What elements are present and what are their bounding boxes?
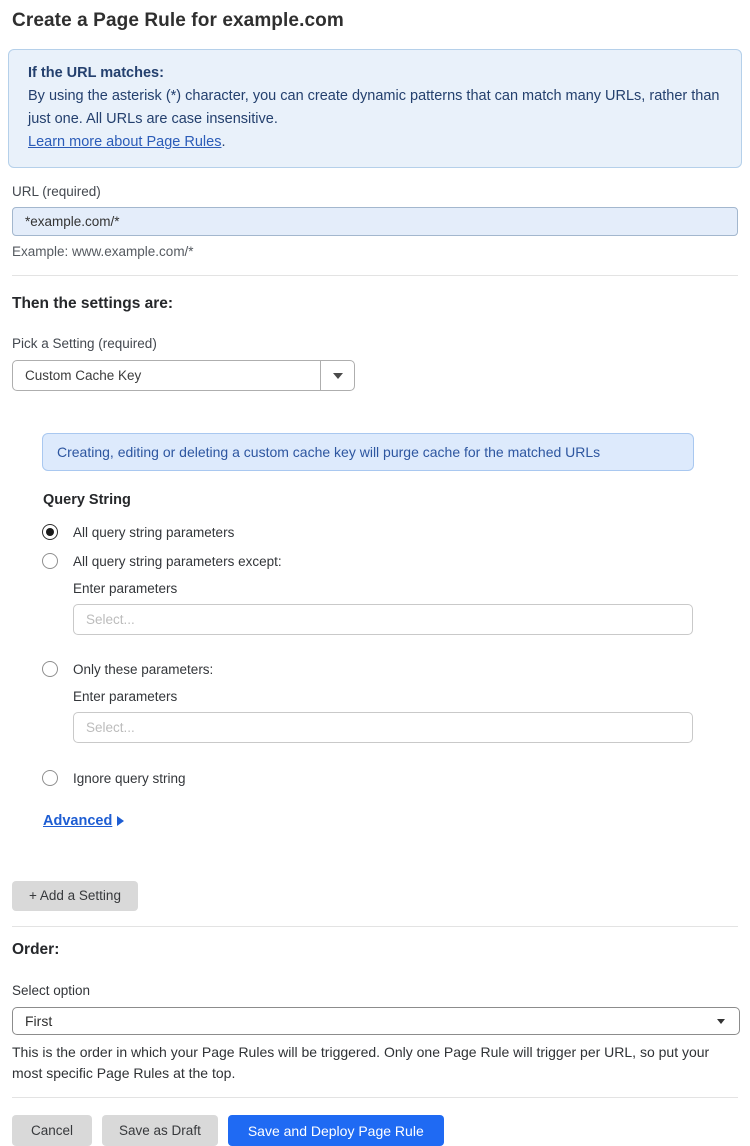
footer-actions: [12, 1115, 738, 1146]
link-suffix: .: [221, 134, 226, 150]
chevron-right-icon: [117, 816, 124, 826]
advanced-link-label: Advanced: [43, 813, 113, 829]
radio-option-ignore-qs[interactable]: [42, 770, 738, 786]
radio-label[interactable]: Only these parameters:: [73, 661, 214, 677]
chevron-down-icon: [333, 373, 343, 379]
url-match-info-box: [8, 49, 742, 168]
enter-parameters-label: Enter parameters: [73, 581, 178, 596]
radio-option-only-these[interactable]: [42, 661, 738, 677]
setting-dropdown[interactable]: [12, 360, 355, 391]
radio-label[interactable]: Ignore query string: [73, 770, 186, 786]
info-box-link-line: [28, 131, 722, 154]
query-string-heading: Query String: [43, 492, 131, 508]
only-params-block: [73, 689, 738, 743]
radio-option-all-params[interactable]: [42, 524, 738, 540]
order-select-value: First: [25, 1013, 53, 1029]
except-params-block: [73, 581, 738, 635]
add-setting-button[interactable]: + Add a Setting: [12, 881, 138, 911]
enter-parameters-label: Enter parameters: [73, 689, 178, 704]
except-params-input[interactable]: [73, 604, 693, 635]
chevron-down-icon: [717, 1019, 725, 1024]
order-select-label: Select option: [12, 983, 91, 998]
radio-option-all-except[interactable]: [42, 553, 738, 569]
order-select[interactable]: [12, 1007, 740, 1035]
setting-dropdown-value: Custom Cache Key: [25, 368, 142, 383]
only-params-input[interactable]: [73, 712, 693, 743]
section-divider: [12, 926, 738, 927]
order-help-text: This is the order in which your Page Rules will be triggered. Only one Page Rule will trigger per URL, so put your most specific Page Rules at the top.: [12, 1044, 710, 1081]
radio-button[interactable]: [42, 553, 58, 569]
url-field-label: URL (required): [12, 184, 101, 199]
info-box-heading: If the URL matches:: [28, 65, 164, 81]
cancel-button[interactable]: Cancel: [12, 1115, 92, 1146]
radio-button[interactable]: [42, 524, 58, 540]
url-example-text: Example: www.example.com/*: [12, 244, 194, 259]
save-and-deploy-button[interactable]: Save and Deploy Page Rule: [228, 1115, 444, 1146]
save-as-draft-button[interactable]: Save as Draft: [102, 1115, 218, 1146]
learn-more-link[interactable]: Learn more about Page Rules: [28, 134, 222, 150]
radio-button[interactable]: [42, 661, 58, 677]
radio-label[interactable]: All query string parameters except:: [73, 553, 282, 569]
order-heading: Order:: [12, 941, 60, 958]
setting-dropdown-arrow-box[interactable]: [320, 361, 354, 390]
radio-button[interactable]: [42, 770, 58, 786]
url-input[interactable]: [12, 207, 738, 236]
footer-divider: [12, 1097, 738, 1098]
section-divider: [12, 275, 738, 276]
info-box-body: By using the asterisk (*) character, you can create dynamic patterns that can match many URLs, rather than just one. All URLs are case insensitive.: [28, 88, 720, 127]
settings-heading: Then the settings are:: [12, 295, 174, 312]
advanced-link[interactable]: [43, 813, 124, 829]
cache-purge-banner: Creating, editing or deleting a custom cache key will purge cache for the matched URLs: [42, 433, 694, 471]
pick-setting-label: Pick a Setting (required): [12, 336, 157, 351]
radio-label[interactable]: All query string parameters: [73, 524, 235, 540]
page-title: Create a Page Rule for example.com: [12, 10, 344, 31]
